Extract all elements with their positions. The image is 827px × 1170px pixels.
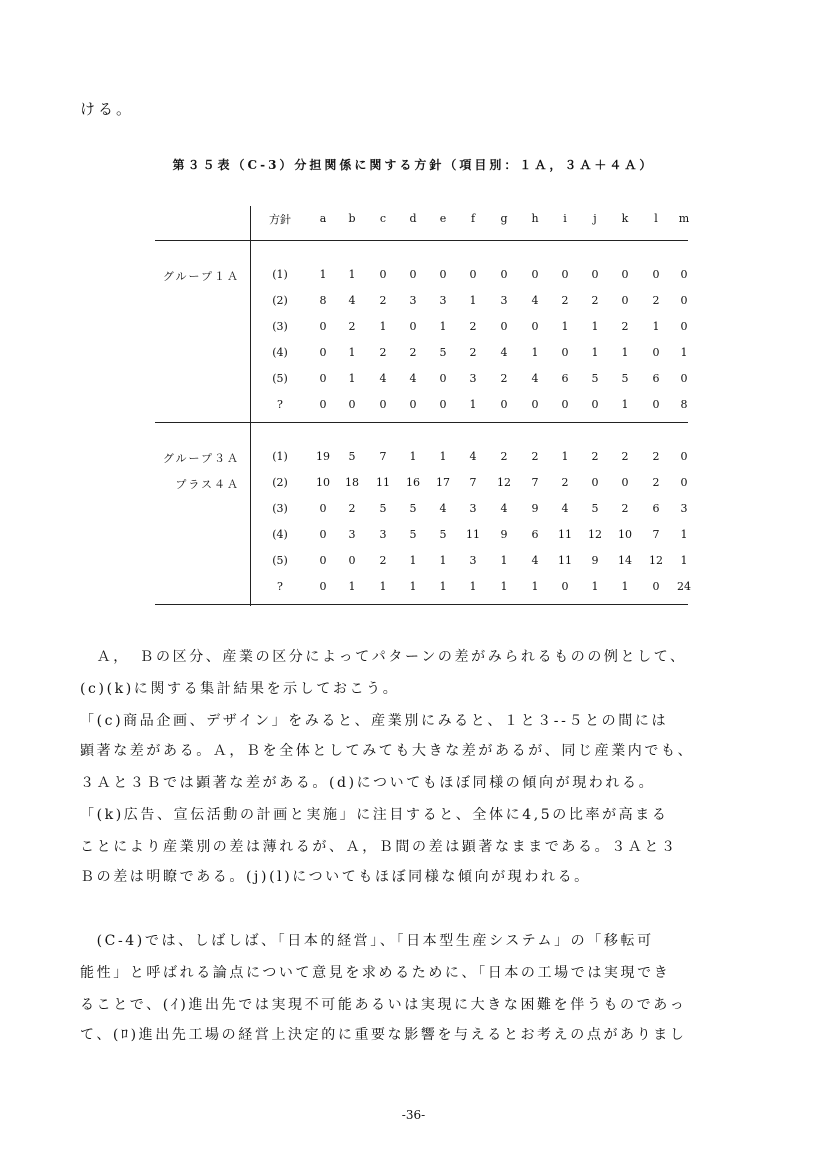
- table-cell: 0: [680, 268, 688, 281]
- table-divider: [250, 206, 251, 606]
- table-cell: 5: [348, 450, 356, 463]
- table-cell: 11: [376, 476, 390, 489]
- table-cell: 4: [348, 294, 356, 307]
- group-label: プラス４Ａ: [175, 478, 240, 491]
- row-label: (1): [272, 268, 288, 281]
- row-label: (4): [272, 528, 288, 541]
- table-cell: 5: [591, 502, 599, 515]
- table-cell: 1: [621, 398, 629, 411]
- table-cell: 0: [319, 398, 327, 411]
- table-cell: 2: [591, 450, 599, 463]
- table-cell: 4: [439, 502, 447, 515]
- table-cell: 1: [531, 580, 539, 593]
- table-cell: 0: [561, 398, 569, 411]
- row-label: (2): [272, 294, 288, 307]
- table-cell: 0: [409, 398, 417, 411]
- table-cell: 10: [618, 528, 632, 541]
- table-cell: 0: [680, 372, 688, 385]
- table-cell: 9: [500, 528, 508, 541]
- table-cell: 1: [469, 398, 477, 411]
- table-cell: 4: [561, 502, 569, 515]
- table-cell: 0: [319, 554, 327, 567]
- table-cell: 1: [621, 580, 629, 593]
- table-cell: 0: [500, 398, 508, 411]
- table-cell: 0: [621, 294, 629, 307]
- table-cell: 1: [348, 372, 356, 385]
- table-cell: 0: [561, 268, 569, 281]
- table-cell: 2: [348, 320, 356, 333]
- column-header: g: [500, 212, 508, 225]
- table-cell: 7: [531, 476, 539, 489]
- table-cell: 17: [436, 476, 450, 489]
- column-header: j: [593, 212, 597, 225]
- paragraph-line: (c)(k)に関する集計結果を示しておこう。: [80, 681, 400, 697]
- column-header: a: [319, 212, 327, 225]
- table-cell: 4: [409, 372, 417, 385]
- table-cell: 0: [500, 320, 508, 333]
- table-cell: 2: [561, 476, 569, 489]
- row-label: ?: [277, 580, 283, 593]
- table-cell: 4: [531, 554, 539, 567]
- table-cell: 1: [348, 268, 356, 281]
- column-header: l: [654, 212, 658, 225]
- table-cell: 0: [500, 268, 508, 281]
- table-cell: 2: [469, 320, 477, 333]
- table-cell: 0: [621, 476, 629, 489]
- table-cell: 2: [409, 346, 417, 359]
- table-rule-middle: [155, 422, 688, 423]
- row-label: ?: [277, 398, 283, 411]
- table-cell: 0: [319, 372, 327, 385]
- table-cell: 0: [652, 398, 660, 411]
- table-cell: 5: [409, 528, 417, 541]
- table-cell: 3: [469, 502, 477, 515]
- row-label: (3): [272, 502, 288, 515]
- table-cell: 1: [439, 554, 447, 567]
- table-cell: 2: [531, 450, 539, 463]
- paragraph-line: ことにより産業別の差は薄れるが、Ａ，Ｂ間の差は顕著なままである。３Ａと３: [80, 839, 678, 855]
- table-cell: 1: [500, 580, 508, 593]
- row-label: (1): [272, 450, 288, 463]
- table-cell: 4: [469, 450, 477, 463]
- table-cell: 2: [591, 294, 599, 307]
- table-cell: 3: [680, 502, 688, 515]
- table-cell: 1: [409, 554, 417, 567]
- table-cell: 2: [652, 450, 660, 463]
- column-header: i: [563, 212, 567, 225]
- table-cell: 0: [680, 320, 688, 333]
- table-rule-top: [155, 240, 688, 241]
- table-cell: 12: [649, 554, 663, 567]
- table-cell: 0: [409, 320, 417, 333]
- table-cell: 7: [469, 476, 477, 489]
- table-cell: 2: [348, 502, 356, 515]
- lead-text: ける。: [80, 100, 135, 118]
- paragraph-line: ３Ａと３Ｂでは顕著な差がある。(d)についてもほぼ同様の傾向が現われる。: [80, 775, 656, 791]
- table-cell: 0: [379, 398, 387, 411]
- table-cell: 5: [621, 372, 629, 385]
- table-cell: 2: [652, 476, 660, 489]
- table-cell: 3: [500, 294, 508, 307]
- table-cell: 4: [531, 372, 539, 385]
- table-cell: 1: [379, 320, 387, 333]
- paragraph-line: て、(ﾛ)進出先工場の経営上決定的に重要な影響を与えるとお考えの点がありまし: [80, 1027, 687, 1043]
- paragraph-line: 「(c)商品企画、デザイン」をみると、産業別にみると、１と３--５との間には: [80, 713, 669, 729]
- column-header: c: [379, 212, 387, 225]
- table-cell: 0: [652, 346, 660, 359]
- table-cell: 0: [348, 398, 356, 411]
- table-cell: 6: [652, 502, 660, 515]
- table-cell: 2: [621, 450, 629, 463]
- table-cell: 9: [591, 554, 599, 567]
- table-cell: 3: [469, 554, 477, 567]
- table-cell: 1: [591, 320, 599, 333]
- table-cell: 0: [531, 398, 539, 411]
- row-label: (2): [272, 476, 288, 489]
- table-cell: 24: [677, 580, 691, 593]
- column-header: e: [439, 212, 447, 225]
- table-cell: 0: [531, 268, 539, 281]
- table-cell: 1: [348, 346, 356, 359]
- table-rule-bottom: [155, 604, 688, 605]
- paragraph-line: (C-4)では、しばしば、「日本的経営」、「日本型生産システム」の「移転可: [80, 933, 654, 949]
- table-cell: 0: [439, 398, 447, 411]
- table-cell: 1: [591, 346, 599, 359]
- table-cell: 11: [558, 554, 572, 567]
- table-cell: 19: [316, 450, 330, 463]
- table-cell: 0: [561, 580, 569, 593]
- table-cell: 1: [469, 580, 477, 593]
- table-cell: 1: [409, 580, 417, 593]
- paragraph-line: ることで、(ｲ)進出先では実現不可能あるいは実現に大きな困難を伴うものであっ: [80, 997, 687, 1013]
- table-cell: 0: [319, 502, 327, 515]
- table-cell: 0: [379, 268, 387, 281]
- page-number: -36-: [401, 1108, 426, 1122]
- table-cell: 14: [618, 554, 632, 567]
- table-cell: 1: [680, 554, 688, 567]
- row-label: (3): [272, 320, 288, 333]
- table-cell: 2: [621, 320, 629, 333]
- table-cell: 3: [379, 528, 387, 541]
- table-cell: 1: [531, 346, 539, 359]
- header-label: 方針: [269, 213, 291, 226]
- table-cell: 0: [531, 320, 539, 333]
- table-cell: 5: [439, 528, 447, 541]
- table-cell: 12: [497, 476, 511, 489]
- table-cell: 3: [348, 528, 356, 541]
- row-label: (5): [272, 372, 288, 385]
- table-cell: 2: [561, 294, 569, 307]
- table-cell: 0: [652, 580, 660, 593]
- row-label: (5): [272, 554, 288, 567]
- table-cell: 12: [588, 528, 602, 541]
- table-cell: 0: [409, 268, 417, 281]
- table-cell: 6: [652, 372, 660, 385]
- table-cell: 2: [652, 294, 660, 307]
- table-cell: 7: [379, 450, 387, 463]
- table-cell: 4: [531, 294, 539, 307]
- table-cell: 11: [558, 528, 572, 541]
- table-cell: 1: [500, 554, 508, 567]
- table-cell: 3: [469, 372, 477, 385]
- table-cell: 1: [680, 528, 688, 541]
- table-cell: 5: [439, 346, 447, 359]
- table-cell: 8: [680, 398, 688, 411]
- table-cell: 4: [500, 346, 508, 359]
- group-label: グループ１Ａ: [162, 270, 240, 283]
- table-cell: 1: [439, 320, 447, 333]
- table-cell: 0: [591, 476, 599, 489]
- table-cell: 9: [531, 502, 539, 515]
- table-cell: 5: [591, 372, 599, 385]
- table-cell: 0: [439, 372, 447, 385]
- table-cell: 0: [469, 268, 477, 281]
- table-cell: 1: [652, 320, 660, 333]
- table-cell: 1: [379, 580, 387, 593]
- table-cell: 0: [319, 580, 327, 593]
- table-cell: 18: [345, 476, 359, 489]
- paragraph-line: 「(k)広告、宣伝活動の計画と実施」に注目すると、全体に4,5の比率が高まる: [80, 807, 669, 823]
- table-cell: 2: [469, 346, 477, 359]
- table-cell: 1: [621, 346, 629, 359]
- table-cell: 1: [439, 450, 447, 463]
- table-cell: 0: [561, 346, 569, 359]
- table-cell: 2: [379, 346, 387, 359]
- table-cell: 1: [348, 580, 356, 593]
- column-header: b: [348, 212, 356, 225]
- table-cell: 3: [409, 294, 417, 307]
- table-cell: 2: [379, 294, 387, 307]
- table-cell: 11: [466, 528, 480, 541]
- table-caption: 第３５表（C-3）分担関係に関する方針（項目別：１Ａ，３Ａ＋４Ａ）: [172, 158, 655, 172]
- table-cell: 0: [319, 346, 327, 359]
- column-header: h: [531, 212, 539, 225]
- table-cell: 1: [591, 580, 599, 593]
- table-cell: 3: [439, 294, 447, 307]
- table-cell: 2: [500, 450, 508, 463]
- table-cell: 1: [319, 268, 327, 281]
- table-cell: 2: [621, 502, 629, 515]
- table-cell: 5: [409, 502, 417, 515]
- paragraph-line: 能性」と呼ばれる論点について意見を求めるために、「日本の工場では実現でき: [80, 965, 671, 981]
- table-cell: 0: [591, 398, 599, 411]
- table-cell: 1: [561, 320, 569, 333]
- table-cell: 0: [621, 268, 629, 281]
- table-cell: 0: [680, 294, 688, 307]
- column-header: f: [470, 212, 476, 225]
- table-cell: 6: [561, 372, 569, 385]
- table-cell: 5: [379, 502, 387, 515]
- table-cell: 0: [652, 268, 660, 281]
- paragraph-line: Ｂの差は明瞭である。(j)(l)についてもほぼ同様な傾向が現われる。: [80, 869, 591, 885]
- column-header: m: [678, 212, 690, 225]
- table-cell: 4: [379, 372, 387, 385]
- paragraph-line: Ａ， Ｂの区分、産業の区分によってパターンの差がみられるものの例として、: [80, 649, 687, 665]
- table-cell: 1: [680, 346, 688, 359]
- table-cell: 4: [500, 502, 508, 515]
- table-cell: 7: [652, 528, 660, 541]
- table-cell: 0: [591, 268, 599, 281]
- table-cell: 1: [409, 450, 417, 463]
- table-cell: 0: [680, 450, 688, 463]
- table-cell: 1: [439, 580, 447, 593]
- table-cell: 1: [469, 294, 477, 307]
- table-cell: 10: [316, 476, 330, 489]
- group-label: グループ３Ａ: [162, 452, 240, 465]
- column-header: k: [621, 212, 629, 225]
- table-cell: 0: [680, 476, 688, 489]
- table-cell: 16: [406, 476, 420, 489]
- table-cell: 6: [531, 528, 539, 541]
- table-cell: 8: [319, 294, 327, 307]
- table-cell: 0: [439, 268, 447, 281]
- paragraph-line: 顕著な差がある。Ａ，Ｂを全体としてみても大きな差があるが、同じ産業内でも、: [80, 743, 695, 759]
- table-cell: 2: [379, 554, 387, 567]
- table-cell: 0: [319, 528, 327, 541]
- table-cell: 0: [348, 554, 356, 567]
- table-cell: 2: [500, 372, 508, 385]
- table-cell: 1: [561, 450, 569, 463]
- table-cell: 0: [319, 320, 327, 333]
- column-header: d: [409, 212, 417, 225]
- row-label: (4): [272, 346, 288, 359]
